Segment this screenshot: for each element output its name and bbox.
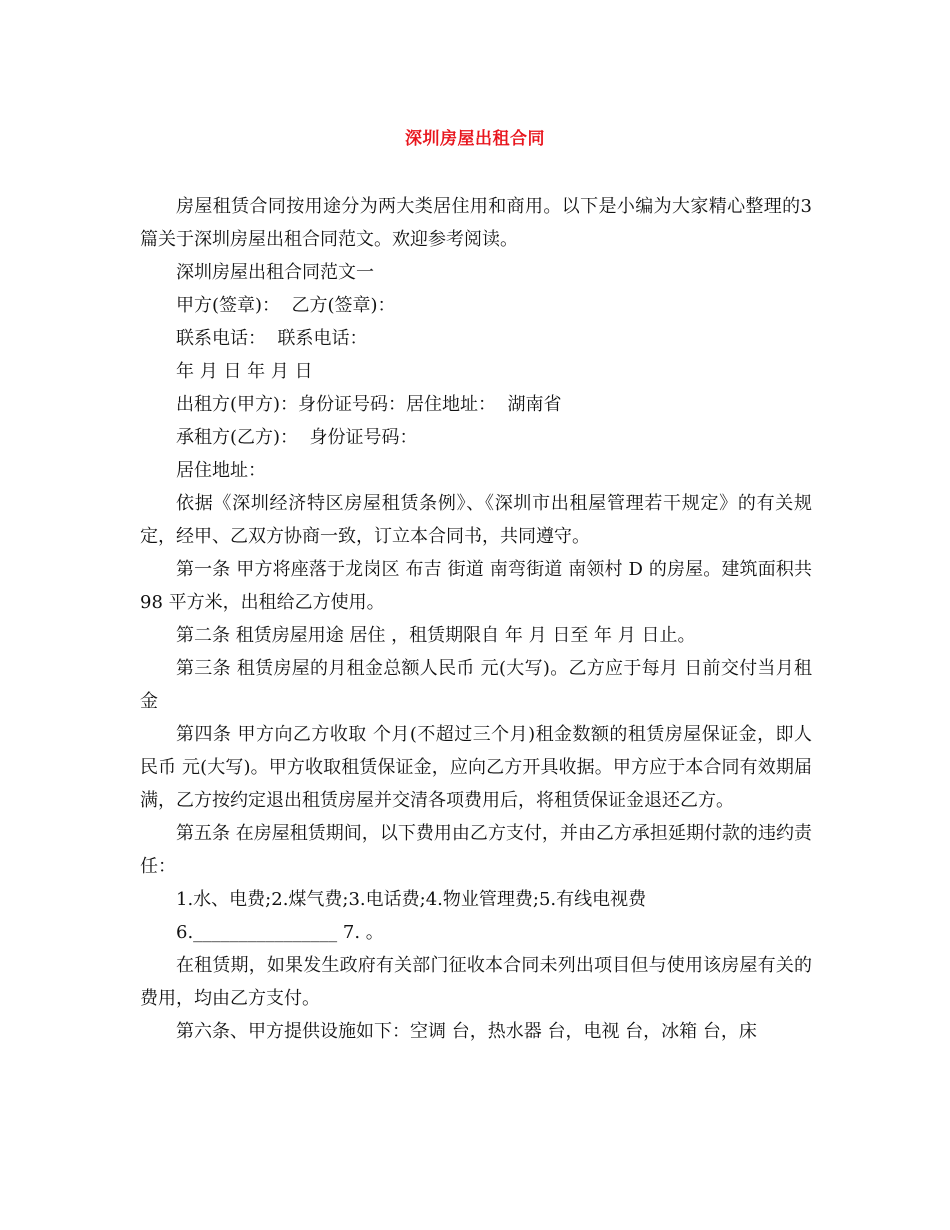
paragraph-article-6: 第六条、甲方提供设施如下：空调 台，热水器 台，电视 台，冰箱 台，床 (176, 1021, 757, 1042)
paragraph-article-4: 第四条 甲方向乙方收取 个月(不超过三个月)租金数额的租赁房屋保证金，即人民币 元(大写)。甲方收取租赁保证金，应向乙方开具收据。甲方应于本合同有效期届满，乙方按约定退出租赁房屋并交清各项费用后，将租赁保证金退还乙方。 (140, 724, 812, 811)
paragraph-dates: 年 月 日 年 月 日 (176, 361, 313, 382)
paragraph-sample-heading: 深圳房屋出租合同范文一 (176, 262, 374, 283)
paragraph-phones: 联系电话： 联系电话： (176, 328, 368, 349)
paragraph-article-2: 第二条 租赁房屋用途 居住 ，租赁期限自 年 月 日至 年 月 日止。 (176, 625, 696, 646)
paragraph-article-3: 第三条 租赁房屋的月租金总额人民币 元(大写)。乙方应于每月 日前交付当月租金 (140, 658, 812, 712)
paragraph-basis: 依据《深圳经济特区房屋租赁条例》、《深圳市出租屋管理若干规定》的有关规定，经甲、乙双方协商一致，订立本合同书，共同遵守。 (140, 493, 812, 547)
paragraph-lessee: 承租方(乙方)： 身份证号码： (176, 427, 418, 448)
paragraph-fee-blank: 6.________________ 7. 。 (176, 922, 384, 943)
paragraph-article-1: 第一条 甲方将座落于龙岗区 布吉 街道 南弯街道 南领村 D 的房屋。建筑面积共 98 平方米，出租给乙方使用。 (140, 559, 818, 613)
document-title: 深圳房屋出租合同 (405, 129, 545, 149)
paragraph-lessor: 出租方(甲方)：身份证号码：居住地址： 湖南省 (176, 394, 562, 415)
paragraph-article-5: 第五条 在房屋租赁期间，以下费用由乙方支付，并由乙方承担延期付款的违约责任： (140, 823, 812, 877)
paragraph-extra-fees: 在租赁期，如果发生政府有关部门征收本合同未列出项目但与使用该房屋有关的费用，均由乙方支付。 (140, 955, 812, 1009)
paragraph-intro: 房屋租赁合同按用途分为两大类居住用和商用。以下是小编为大家精心整理的3篇关于深圳房屋出租合同范文。欢迎参考阅读。 (140, 196, 812, 250)
paragraph-fee-list: 1.水、电费;2.煤气费;3.电话费;4.物业管理费;5.有线电视费 (176, 889, 647, 910)
document-body (140, 190, 818, 1048)
paragraph-signatures: 甲方(签章)： 乙方(签章)： (176, 295, 396, 316)
paragraph-address: 居住地址： (176, 460, 266, 481)
